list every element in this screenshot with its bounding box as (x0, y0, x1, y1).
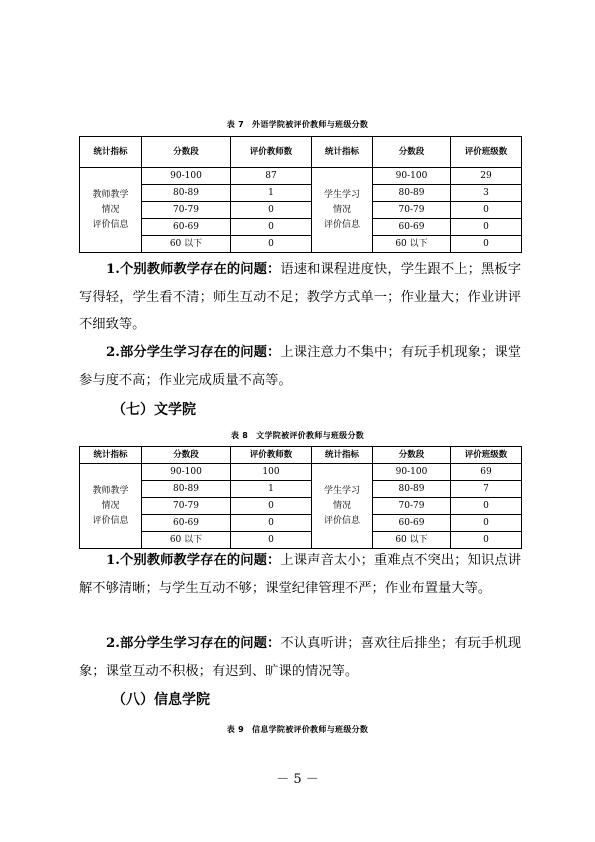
teacher-count-cell: 0 (231, 532, 312, 549)
group-label-line: 评价信息 (92, 219, 129, 230)
paragraph-student-issues (79, 339, 521, 394)
score-range-cell: 70-79 (142, 498, 231, 515)
table7-left-group-label (80, 168, 142, 253)
table-row (80, 168, 522, 185)
group-label-line: 评价信息 (92, 515, 129, 526)
score-range-cell: 60 以下 (142, 532, 231, 549)
class-count-cell: 69 (451, 464, 522, 481)
class-count-cell: 0 (451, 498, 522, 515)
score-range-cell: 60 以下 (373, 236, 451, 253)
paragraph-heading: 1.个别教师教学存在的问题： (106, 553, 281, 568)
score-range-cell: 60-69 (373, 219, 451, 236)
score-range-cell: 80-89 (373, 185, 451, 202)
table8-header-row (80, 447, 522, 464)
teacher-count-cell: 100 (231, 464, 312, 481)
table8-header-cell: 统计指标 (312, 447, 373, 464)
table8-header-cell: 分数段 (142, 447, 231, 464)
table7-title: 外语学院被评价教师与班级分数 (252, 120, 369, 129)
teacher-count-cell: 0 (231, 202, 312, 219)
paragraph-body: 语速和课程进度快，学生跟不上；黑板字写得轻，学生看不清；师生互动不足；教学方式单一；作业量大；作业讲评不细致等。 (79, 262, 521, 332)
teacher-count-cell: 1 (231, 185, 312, 202)
group-label-line: 情况 (332, 204, 351, 215)
score-range-cell: 90-100 (373, 464, 451, 481)
table8-right-group-label (312, 464, 373, 549)
score-range-cell: 80-89 (142, 185, 231, 202)
paragraph-heading: 2.部分学生学习存在的问题： (106, 345, 281, 360)
table9-title: 信息学院被评价教师与班级分数 (252, 725, 369, 734)
table7-header-cell: 分数段 (373, 137, 451, 168)
score-range-cell: 80-89 (142, 481, 231, 498)
table9-caption (0, 724, 595, 735)
table9-number: 表 9 (226, 725, 245, 734)
teacher-count-cell: 0 (231, 498, 312, 515)
teacher-count-cell: 1 (231, 481, 312, 498)
section-heading-8: （八）信息学院 (112, 692, 210, 708)
paragraph-body: 不认真听讲；喜欢往后排坐；有玩手机现象；课堂互动不积极；有迟到、旷课的情况等。 (79, 636, 521, 679)
table7 (79, 136, 522, 253)
table-row (80, 236, 522, 253)
score-range-cell: 60 以下 (373, 532, 451, 549)
group-label-line: 学生学习 (323, 485, 360, 496)
table8-header-cell: 统计指标 (80, 447, 142, 464)
group-label-line: 情况 (101, 204, 120, 215)
group-label-line: 教师教学 (92, 189, 129, 200)
paragraph-heading: 2.部分学生学习存在的问题： (106, 636, 281, 651)
table7-header-cell: 分数段 (142, 137, 231, 168)
teacher-count-cell: 0 (231, 236, 312, 253)
table7-header-cell: 统计指标 (312, 137, 373, 168)
table-row (80, 532, 522, 549)
section-heading-7: （七）文学院 (112, 402, 196, 418)
table8-header-cell: 评价教师数 (231, 447, 312, 464)
paragraph-heading: 1.个别教师教学存在的问题： (106, 262, 281, 277)
table-row (80, 185, 522, 202)
table7-header-cell: 评价班级数 (451, 137, 522, 168)
class-count-cell: 7 (451, 481, 522, 498)
class-count-cell: 0 (451, 219, 522, 236)
score-range-cell: 60-69 (142, 219, 231, 236)
score-range-cell: 70-79 (373, 498, 451, 515)
table8-header-cell: 评价班级数 (451, 447, 522, 464)
score-range-cell: 70-79 (142, 202, 231, 219)
table-row (80, 498, 522, 515)
table8-number: 表 8 (230, 431, 249, 440)
score-range-cell: 70-79 (373, 202, 451, 219)
paragraph-teacher-issues (79, 547, 521, 602)
paragraph-student-issues (79, 630, 521, 685)
group-label-line: 学生学习 (323, 189, 360, 200)
page-number: － 5 － (276, 772, 319, 787)
table8-left-group-label (80, 464, 142, 549)
table7-number: 表 7 (226, 120, 245, 129)
table-row (80, 481, 522, 498)
table7-caption (0, 119, 595, 130)
score-range-cell: 90-100 (373, 168, 451, 185)
group-label-line: 评价信息 (323, 515, 360, 526)
table7-header-row (80, 137, 522, 168)
table8-header-cell: 分数段 (373, 447, 451, 464)
table8 (79, 446, 522, 549)
table7-right-group-label (312, 168, 373, 253)
class-count-cell: 0 (451, 202, 522, 219)
class-count-cell: 29 (451, 168, 522, 185)
teacher-count-cell: 0 (231, 515, 312, 532)
score-range-cell: 80-89 (373, 481, 451, 498)
table8-title: 文学院被评价教师与班级分数 (256, 431, 365, 440)
group-label-line: 情况 (332, 500, 351, 511)
table-row (80, 202, 522, 219)
table8-caption (0, 430, 595, 441)
score-range-cell: 60-69 (373, 515, 451, 532)
teacher-count-cell: 0 (231, 219, 312, 236)
score-range-cell: 90-100 (142, 168, 231, 185)
table7-header-cell: 评价教师数 (231, 137, 312, 168)
group-label-line: 评价信息 (323, 219, 360, 230)
score-range-cell: 90-100 (142, 464, 231, 481)
group-label-line: 教师教学 (92, 485, 129, 496)
paragraph-teacher-issues (79, 256, 521, 339)
score-range-cell: 60 以下 (142, 236, 231, 253)
teacher-count-cell: 87 (231, 168, 312, 185)
class-count-cell: 0 (451, 532, 522, 549)
table-row (80, 464, 522, 481)
class-count-cell: 0 (451, 236, 522, 253)
class-count-cell: 0 (451, 515, 522, 532)
table-row (80, 219, 522, 236)
table-row (80, 515, 522, 532)
class-count-cell: 3 (451, 185, 522, 202)
score-range-cell: 60-69 (142, 515, 231, 532)
group-label-line: 情况 (101, 500, 120, 511)
table7-header-cell: 统计指标 (80, 137, 142, 168)
paragraph-body: 上课注意力不集中；有玩手机现象；课堂参与度不高；作业完成质量不高等。 (79, 345, 521, 388)
paragraph-body: 上课声音太小；重难点不突出；知识点讲解不够清晰；与学生互动不够；课堂纪律管理不严；作业布置量大等。 (79, 553, 521, 596)
